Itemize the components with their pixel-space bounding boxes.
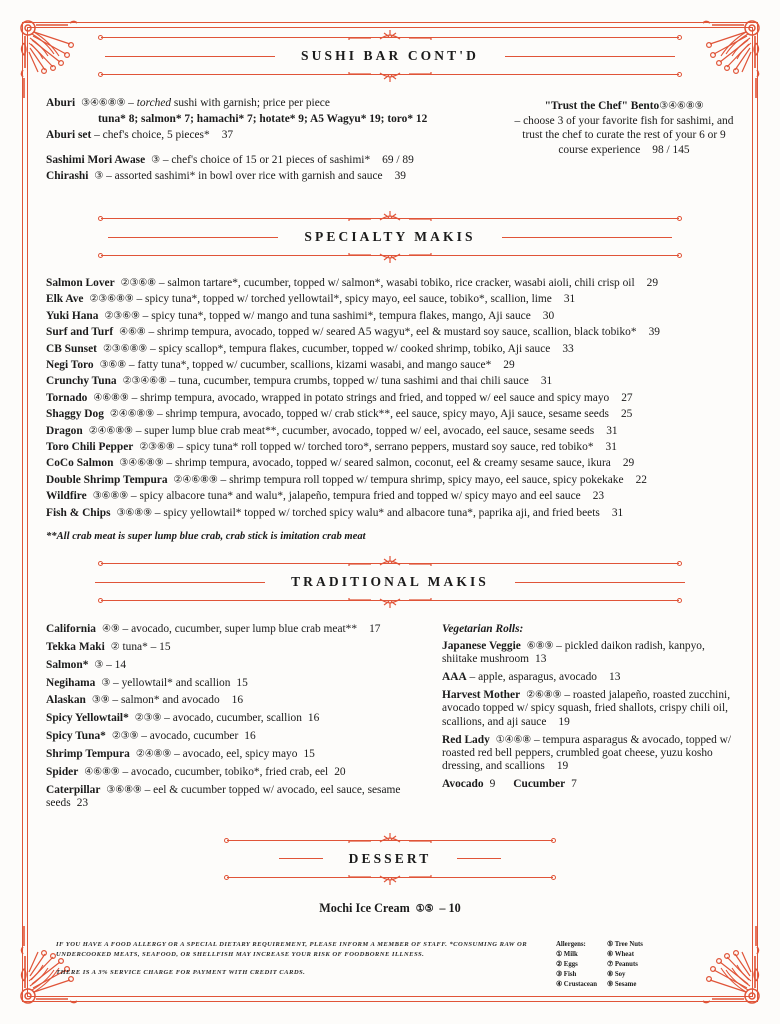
item-price: 33	[562, 342, 574, 355]
flourish-bottom-icon	[347, 871, 433, 887]
item-price: 19	[556, 760, 569, 773]
item-price: 37	[221, 129, 234, 141]
crab-meat-footnote: **All crab meat is super lump blue crab, crab stick is imitation crab meat	[46, 531, 366, 543]
item-allergens: ②③⑥⑧	[139, 441, 175, 453]
item-name-avocado: Avocado	[442, 778, 484, 791]
menu-item-double-shrimp-tempura	[46, 475, 734, 486]
section-header-traditional-makis	[46, 554, 734, 610]
menu-item-salmon	[46, 659, 424, 672]
flourish-top-icon	[347, 831, 433, 847]
dessert-header-wrap	[220, 831, 560, 887]
item-desc: – salmon* and avocado	[109, 694, 220, 707]
section-title-row	[46, 574, 734, 590]
flourish-top-icon	[347, 209, 433, 225]
item-allergens: ③④⑥⑧⑨	[659, 100, 704, 112]
menu-item-negihama	[46, 677, 424, 690]
item-allergens: ⑥⑧⑨	[526, 640, 554, 652]
menu-item-shaggy-dog	[46, 409, 734, 420]
item-desc: – shrimp tempura, avocado, topped w/ crab stick**, eel sauce, spicy mayo, Aji sauce, sesame seeds	[154, 408, 609, 421]
item-name: Mochi Ice Cream	[319, 900, 410, 915]
item-allergens: ③	[151, 154, 160, 166]
vegetarian-rolls-heading: Vegetarian Rolls:	[442, 623, 524, 636]
flourish-bottom-icon	[347, 594, 433, 610]
item-desc: – avocado, eel, spicy mayo	[171, 748, 298, 760]
item-allergens: ③⑥⑧⑨	[92, 490, 129, 502]
item-desc: – chef's choice, 5 pieces*	[91, 129, 210, 141]
title-line-right	[457, 858, 501, 859]
item-name: Salmon Lover	[46, 277, 115, 289]
menu-item-aburi-varieties	[46, 114, 498, 125]
item-allergens: ②⑥⑧⑨	[526, 689, 562, 701]
section-title-row	[46, 229, 734, 245]
menu-item-japanese-veggie	[442, 640, 734, 667]
item-name: Red Lady	[442, 733, 490, 746]
section-title: SUSHI BAR CONT'D	[301, 48, 479, 63]
item-allergens: ④⑨	[102, 623, 120, 635]
item-name: Negi Toro	[46, 359, 94, 372]
item-desc: – shrimp tempura, avocado, wrapped in potato strings and fried, and topped w/ eel sauce and spicy mayo	[128, 391, 610, 404]
section-header-dessert	[220, 831, 560, 887]
item-name: Yuki Hana	[46, 309, 99, 322]
traditional-makis-left-column	[46, 623, 424, 815]
item-name: CB Sunset	[46, 342, 97, 355]
title-line-left	[95, 582, 265, 583]
item-name: Toro Chili Pepper	[46, 441, 134, 454]
menu-item-mochi-ice-cream	[46, 887, 734, 916]
item-desc: – avocado, cucumber, scallion	[161, 712, 302, 725]
item-name: Shaggy Dog	[46, 408, 104, 421]
item-allergens: ③	[94, 659, 104, 671]
item-name: Aburi	[46, 97, 76, 109]
item-name: Negihama	[46, 676, 96, 689]
item-allergens: ②④⑥⑧⑨	[173, 474, 218, 486]
item-price: 31	[605, 441, 617, 454]
item-name: Sashimi Mori Awase	[46, 154, 146, 166]
menu-content	[46, 28, 734, 996]
allergens-title: Allergens:	[556, 941, 586, 949]
item-allergens: ②④⑧⑨	[135, 748, 172, 760]
item-allergens: ③⑥⑧	[99, 359, 127, 371]
item-price: 23	[592, 490, 605, 503]
item-price: 30	[542, 309, 555, 322]
item-price: 98 / 145	[652, 143, 690, 156]
menu-item-alaskan	[46, 694, 424, 707]
item-name: Tornado	[46, 391, 88, 404]
item-allergens: ②③⑥⑧⑨	[89, 293, 134, 305]
item-price: 23	[76, 797, 89, 810]
item-name: Crunchy Tuna	[46, 375, 117, 388]
item-price: 15	[303, 748, 315, 760]
item-price: 17	[369, 623, 381, 636]
menu-item-salmon-lover	[46, 278, 734, 289]
menu-item-sashimi-mori-awase	[46, 155, 498, 166]
section-header-sushi-bar	[46, 28, 734, 84]
allergen-item: ⑤ Tree Nuts	[607, 941, 643, 949]
section-title: DESSERT	[348, 850, 432, 866]
menu-item-elk-ave	[46, 294, 734, 305]
item-allergens: ④⑥⑧⑨	[93, 392, 129, 404]
item-desc: – tuna, cucumber, tempura crumbs, topped w/ tuna sashimi and thai chili sauce	[166, 375, 529, 388]
item-allergens: ①④⑥⑧	[495, 734, 532, 746]
item-price: 27	[621, 391, 633, 404]
menu-item-yuki-hana	[46, 311, 734, 322]
item-desc: – eel & cucumber topped w/ avocado, eel sauce, sesame seeds	[46, 783, 401, 810]
item-desc: – salmon tartare*, cucumber, topped w/ salmon*, wasabi tobiko, rice cracker, wasabi aioli, chili crisp oil	[156, 277, 635, 289]
section-title: SPECIALTY MAKIS	[304, 229, 476, 244]
item-price: 16	[231, 694, 244, 707]
title-line-left	[279, 858, 323, 859]
item-allergens: ②③⑥⑧	[120, 277, 157, 289]
flourish-bottom-icon	[347, 68, 433, 84]
menu-item-aaa	[442, 671, 734, 684]
allergens-column-2	[607, 940, 643, 990]
item-name: Harvest Mother	[442, 688, 521, 701]
item-desc: – spicy scallop*, tempura flakes, cucumber, topped w/ cooked shrimp, tobiko, Aji sauce	[147, 342, 551, 355]
item-allergens: ④⑥⑧	[119, 326, 146, 338]
item-allergens: ④⑥⑧⑨	[84, 766, 120, 778]
allergen-item: ① Milk	[556, 951, 578, 959]
allergen-item: ③ Fish	[556, 971, 577, 979]
item-desc: – choose 3 of your favorite fish for sashimi, and trust the chef to curate the rest of your 6 or 9 course experience	[514, 114, 734, 156]
item-price-cucumber: 7	[571, 778, 577, 791]
item-name: Surf and Turf	[46, 326, 114, 339]
item-desc: – avocado, cucumber, tobiko*, fried crab, eel	[119, 765, 329, 778]
item-name: Aburi set	[46, 129, 92, 141]
flourish-bottom-icon	[347, 249, 433, 265]
item-name: Spicy Yellowtail*	[46, 712, 129, 725]
menu-item-toro-chili-pepper	[46, 442, 734, 453]
section-header-specialty-makis	[46, 209, 734, 265]
item-allergens: ②③⑨	[111, 730, 139, 742]
item-desc: – 14	[103, 658, 127, 671]
item-desc: – avocado, cucumber	[138, 730, 239, 743]
menu-item-dragon	[46, 426, 734, 437]
item-allergens: ②④⑥⑧⑨	[88, 425, 133, 437]
menu-item-spicy-tuna	[46, 730, 424, 743]
item-allergens: ③⑥⑧⑨	[106, 784, 142, 796]
divider-rule-bottom	[101, 255, 679, 256]
sushi-bar-block	[46, 84, 734, 187]
menu-item-aburi	[46, 98, 498, 109]
allergens-legend	[556, 940, 740, 990]
item-desc-italic: torched	[136, 97, 172, 109]
item-allergens: ③	[101, 677, 111, 689]
item-desc: – apple, asparagus, avocado	[466, 670, 597, 683]
menu-item-avocado-cucumber	[442, 778, 734, 791]
item-price-avocado: 9	[489, 778, 496, 791]
item-desc: – shrimp tempura, avocado, topped w/ seared salmon, coconut, eel & creamy sesame sauce, ikura	[163, 457, 611, 470]
item-desc: – fatty tuna*, topped w/ cucumber, scallions, kizami wasabi, and mango sauce*	[126, 359, 492, 372]
allergen-item: ② Eggs	[556, 961, 578, 969]
item-allergens: ②④⑥⑧⑨	[109, 408, 155, 420]
item-allergens: ②	[110, 641, 120, 653]
allergen-item: ⑧ Soy	[607, 971, 626, 979]
item-price: 13	[609, 670, 621, 683]
item-price: 69 / 89	[382, 154, 414, 166]
item-price: 31	[540, 375, 553, 388]
item-name: Chirashi	[46, 170, 89, 182]
menu-item-crunchy-tuna	[46, 376, 734, 387]
item-name: "Trust the Chef" Bento	[544, 100, 660, 112]
item-name: Alaskan	[46, 694, 86, 707]
allergen-item: ④ Crustacean	[556, 981, 598, 989]
sushi-bar-left-column	[46, 98, 498, 187]
flourish-top-icon	[347, 28, 433, 44]
menu-item-cb-sunset	[46, 344, 734, 355]
allergy-disclaimer: IF YOU HAVE A FOOD ALLERGY OR A SPECIAL DIETARY REQUIREMENT, PLEASE INFORM A MEMBER OF STAFF. *CONSUMING RAW OR UNDERCOOKED MEATS, SEAFOOD, OR SHELLFISH MAY INCREASE YOUR RISK OF FOODBORNE ILLNESS.	[56, 941, 528, 958]
item-price: 29	[503, 359, 515, 372]
item-desc: – assorted sashimi* in bowl over rice with garnish and sauce	[103, 170, 383, 182]
traditional-makis-columns	[46, 610, 734, 815]
dessert-section	[46, 815, 734, 916]
item-price: 19	[558, 715, 570, 728]
item-price: – 10	[439, 900, 461, 915]
item-desc: – spicy yellowtail* topped w/ torched spicy walu* and albacore tuna*, paprika aji, and fried beets	[151, 506, 600, 519]
section-title-row	[46, 48, 734, 64]
item-name: Double Shrimp Tempura	[46, 473, 168, 486]
item-price: 31	[606, 424, 618, 437]
item-price: 31	[563, 293, 576, 306]
item-price: 22	[635, 473, 647, 486]
menu-item-wildfire	[46, 491, 734, 502]
item-name: Elk Ave	[46, 293, 84, 306]
divider-rule-bottom	[101, 74, 679, 75]
item-name: Shrimp Tempura	[46, 748, 130, 760]
item-price: 31	[611, 506, 624, 519]
item-allergens: ②③⑥⑨	[104, 310, 140, 322]
item-dash: –	[128, 97, 137, 109]
item-allergens: ②③④⑥⑧	[122, 375, 167, 387]
item-desc: – roasted jalapeño, roasted zucchini, avocado topped w/ spicy squash, fried shallots, crispy chili oil, scallions, and aji sauce	[442, 688, 731, 728]
item-name: Fish & Chips	[46, 506, 111, 519]
item-desc: – shrimp tempura, avocado, topped w/ seared A5 wagyu*, eel & mustard soy sauce, scallion, black tobiko*	[145, 326, 637, 339]
item-desc: – tempura asparagus & avocado, topped w/ roasted red bell peppers, crumbled goat cheese, yuzu kosho dressing, and scallions	[442, 733, 732, 773]
item-desc: – spicy albacore tuna* and walu*, jalapeño, tempura fried and topped w/ spicy mayo and eel sauce	[128, 490, 581, 503]
service-charge-notice: THERE IS A 3% SERVICE CHARGE FOR PAYMENT WITH CREDIT CARDS.	[56, 969, 306, 977]
item-allergens: ③④⑥⑧⑨	[119, 457, 164, 469]
item-price: 20	[334, 765, 346, 778]
item-name: Tekka Maki	[46, 640, 105, 653]
item-price: 39	[648, 326, 660, 339]
item-name: Salmon*	[46, 658, 89, 671]
menu-item-red-lady	[442, 734, 734, 774]
title-line-left	[108, 237, 278, 238]
item-price: 29	[622, 457, 635, 470]
traditional-makis-right-column	[442, 623, 734, 815]
item-name: CoCo Salmon	[46, 457, 114, 470]
item-desc: – shrimp tempura roll topped w/ tempura shrimp, spicy mayo, eel sauce, spicy pokekake	[217, 473, 624, 486]
menu-item-aburi-set	[46, 130, 498, 141]
item-name: Spicy Tuna*	[46, 730, 106, 743]
item-desc: – spicy tuna*, topped w/ torched yellowtail*, spicy mayo, eel sauce, tobiko*, scallion, lime	[133, 293, 552, 306]
item-name: AAA	[442, 670, 467, 683]
item-price: 29	[646, 277, 659, 289]
item-allergens: ②③⑥⑧⑨	[102, 343, 148, 355]
title-line-right	[515, 582, 685, 583]
item-name: Japanese Veggie	[442, 639, 521, 652]
footer	[56, 940, 740, 990]
menu-item-fish-and-chips	[46, 508, 734, 519]
item-desc: – avocado, cucumber, super lump blue crab meat**	[119, 623, 358, 636]
item-allergens: ②③⑨	[134, 712, 162, 724]
item-price: 25	[620, 408, 633, 421]
menu-item-chirashi	[46, 171, 498, 182]
menu-item-trust-the-chef-bento	[514, 98, 734, 187]
allergen-item: ⑥ Wheat	[607, 951, 634, 959]
item-price: 16	[307, 712, 320, 725]
item-allergens: ③⑨	[91, 694, 110, 706]
item-name: California	[46, 623, 96, 636]
item-desc: sushi with garnish; price per piece	[171, 97, 330, 109]
item-allergens: ①⑤	[415, 903, 434, 915]
item-price: 13	[535, 653, 547, 666]
menu-item-tekka-maki	[46, 641, 424, 654]
menu-item-negi-toro	[46, 360, 734, 371]
allergen-item: ⑦ Peanuts	[607, 961, 638, 969]
item-desc: – yellowtail* and scallion	[110, 676, 231, 689]
menu-item-california	[46, 623, 424, 636]
footer-legal-text	[56, 940, 542, 977]
menu-item-caterpillar	[46, 784, 424, 811]
item-allergens: ③	[94, 170, 104, 182]
item-price: 16	[244, 730, 256, 743]
item-price: 39	[394, 170, 406, 182]
item-desc: – spicy tuna* roll topped w/ torched toro*, serrano peppers, mustard soy sauce, red tobiko*	[174, 441, 594, 454]
flourish-top-icon	[347, 554, 433, 570]
specialty-makis-list	[46, 265, 734, 542]
item-price: 15	[236, 676, 248, 689]
menu-item-spider	[46, 766, 424, 779]
title-line-right	[505, 56, 675, 57]
menu-item-surf-and-turf	[46, 327, 734, 338]
title-line-right	[502, 237, 672, 238]
allergens-column-1	[556, 940, 597, 990]
divider-rule-bottom	[227, 877, 553, 878]
section-title-row	[220, 851, 560, 867]
item-sub-list: tuna* 8; salmon* 7; hamachi* 7; hotate* 9; A5 Wagyu* 19; toro* 12	[98, 113, 428, 125]
menu-item-harvest-mother	[442, 689, 734, 729]
item-desc: – chef's choice of 15 or 21 pieces of sashimi*	[159, 154, 371, 166]
item-desc: – super lump blue crab meat**, cucumber, avocado, topped w/ eel, avocado, eel sauce, sesame seeds	[132, 424, 595, 437]
item-name: Dragon	[46, 424, 83, 437]
item-desc: tuna* – 15	[119, 640, 171, 653]
title-line-left	[105, 56, 275, 57]
divider-rule-bottom	[101, 600, 679, 601]
item-name: Spider	[46, 765, 79, 778]
menu-item-shrimp-tempura	[46, 748, 424, 761]
allergen-item: ⑨ Sesame	[607, 981, 637, 989]
item-desc: – spicy tuna*, topped w/ mango and tuna sashimi*, tempura flakes, mango, Aji sauce	[139, 309, 531, 322]
menu-item-spicy-yellowtail	[46, 712, 424, 725]
item-name: Wildfire	[46, 490, 87, 503]
section-title: TRADITIONAL MAKIS	[291, 574, 489, 590]
menu-item-tornado	[46, 393, 734, 404]
item-allergens: ③⑥⑧⑨	[116, 507, 152, 519]
item-name: Caterpillar	[46, 783, 101, 796]
item-allergens: ③④⑥⑧⑨	[81, 97, 126, 109]
item-desc: – pickled daikon radish, kanpyo, shiitake mushroom	[442, 639, 705, 666]
menu-item-coco-salmon	[46, 458, 734, 469]
item-name-cucumber: Cucumber	[513, 778, 566, 791]
